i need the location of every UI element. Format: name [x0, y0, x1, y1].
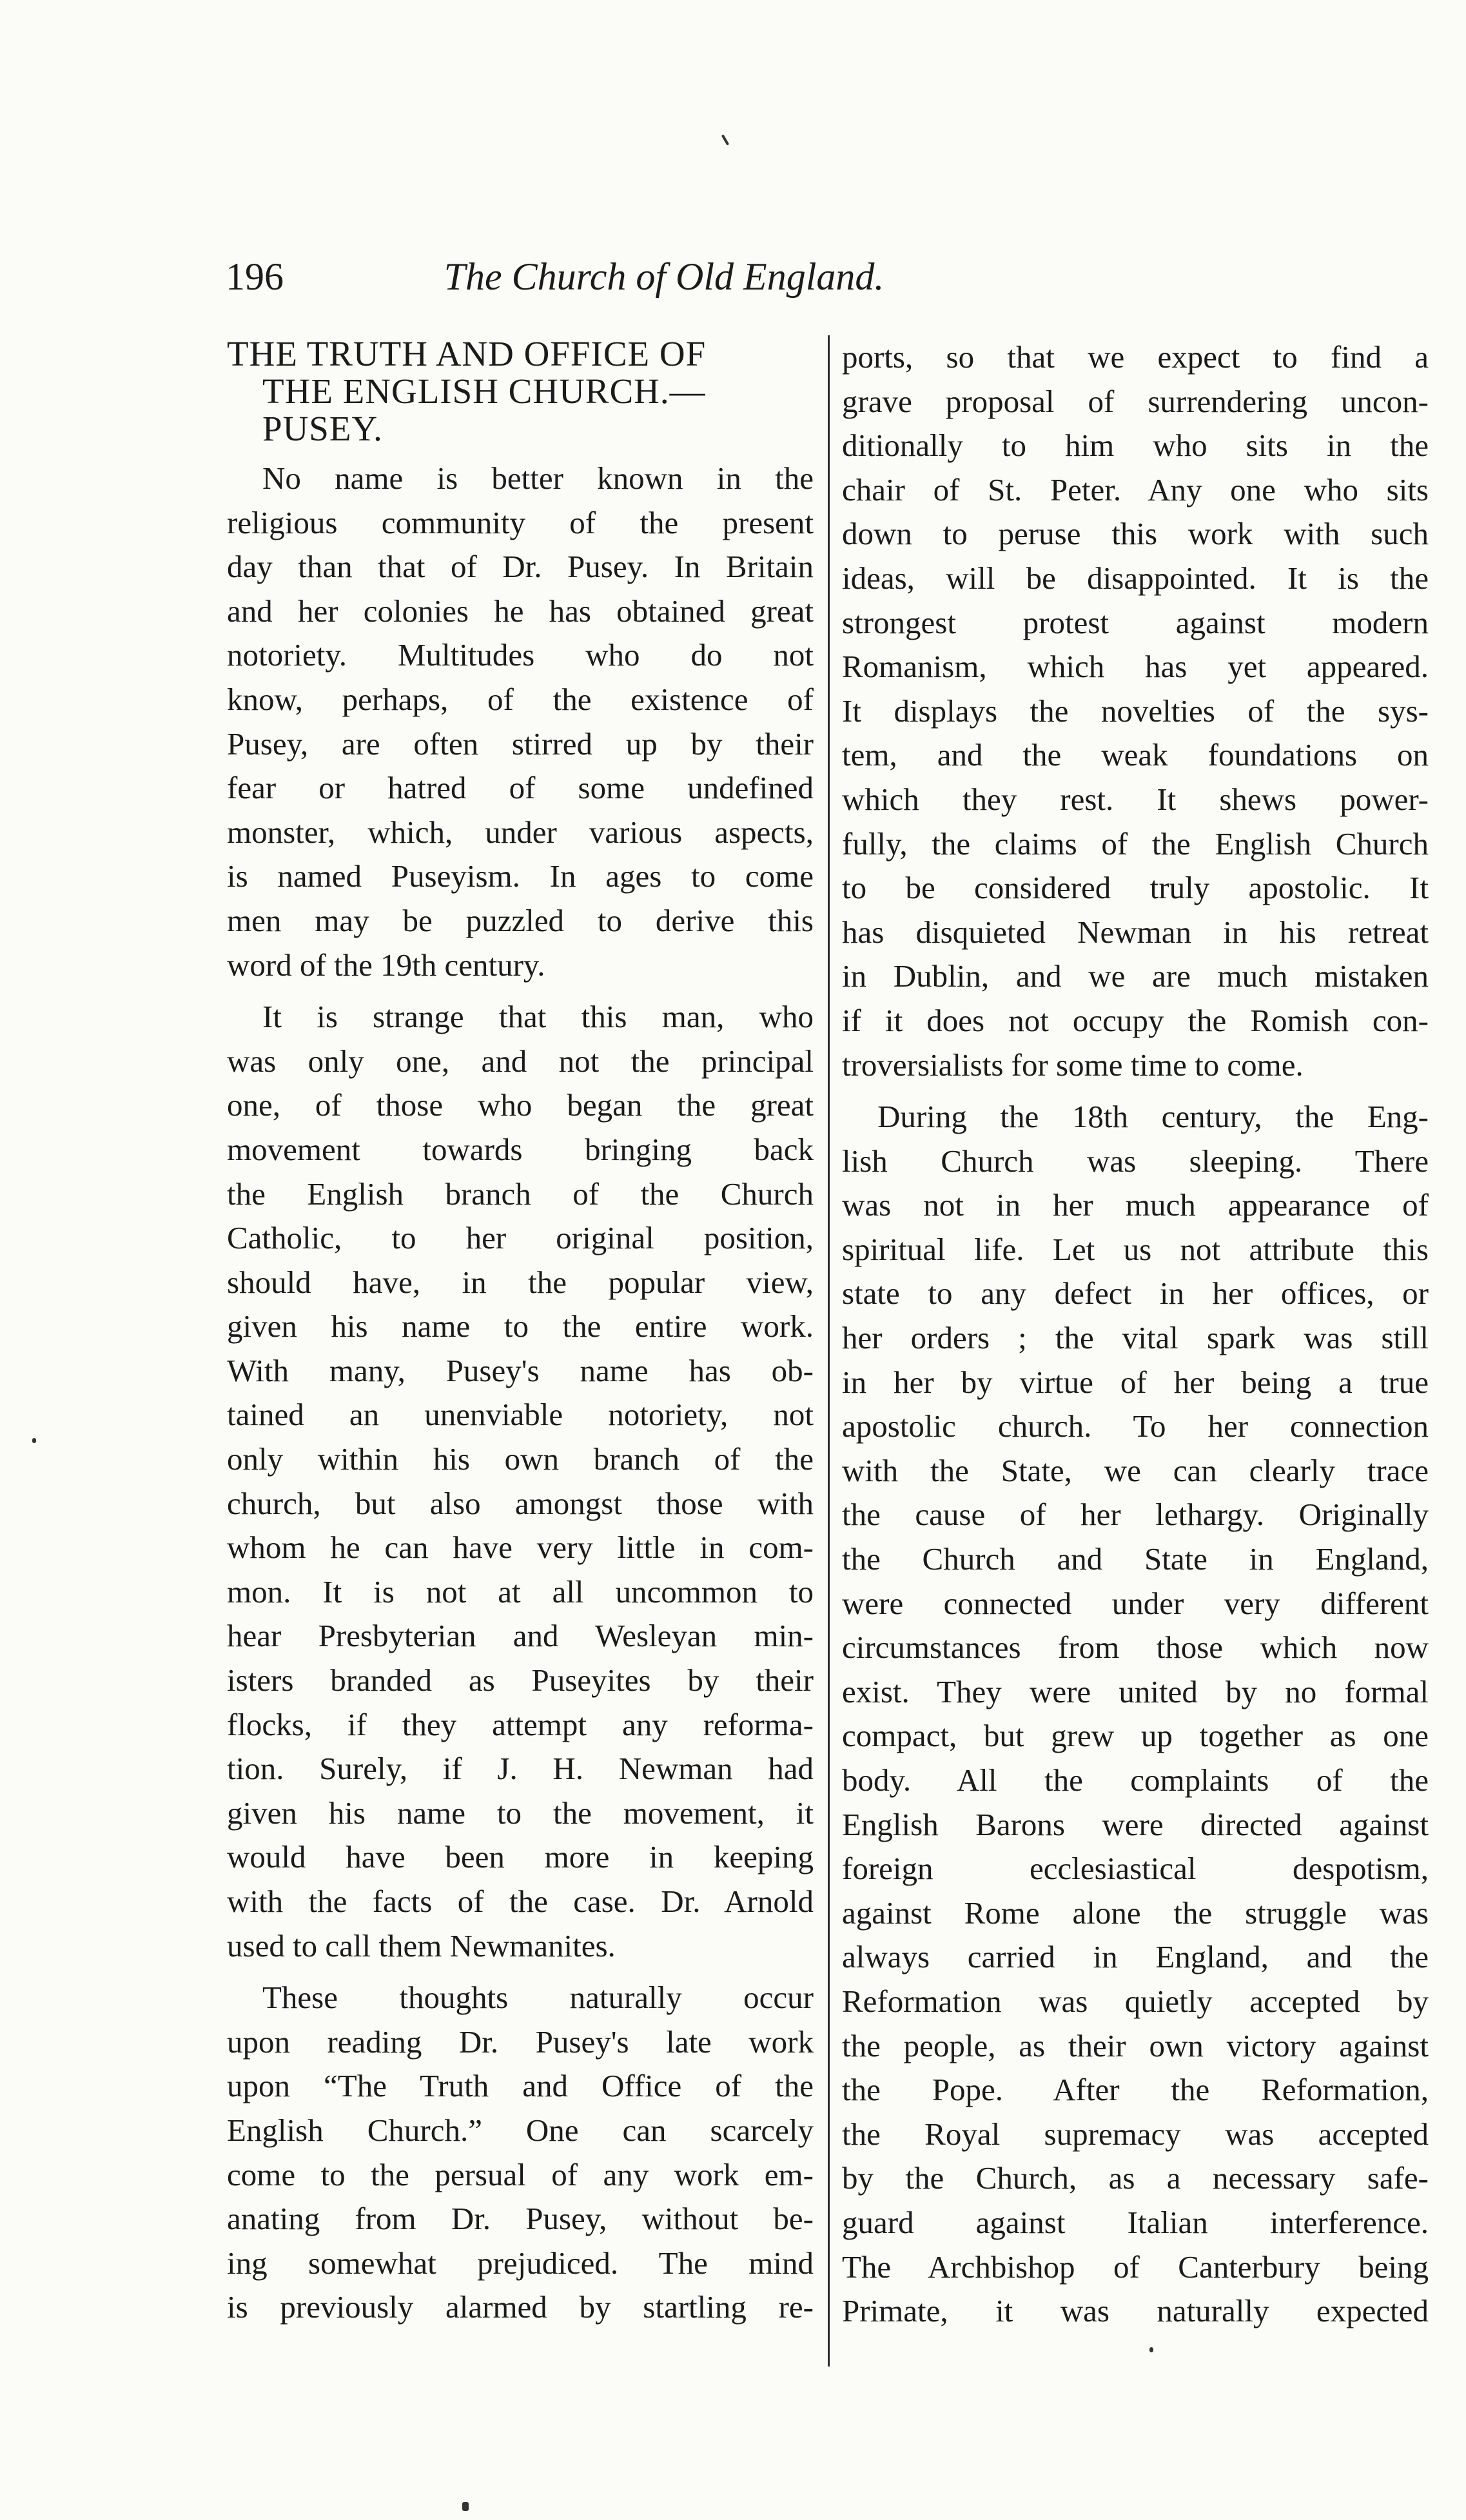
text-line: tained an unenviable notoriety, not: [227, 1397, 814, 1433]
text-line: hear Presbyterian and Wesleyan min-: [227, 1618, 814, 1654]
paper-speck: [462, 2502, 469, 2511]
text-line: upon reading Dr. Pusey's late work: [227, 2023, 814, 2060]
paragraph: [842, 1095, 1429, 2334]
text-line: was not in her much appearance of: [842, 1187, 1429, 1223]
text-line: whom he can have very little in com-: [227, 1530, 814, 1566]
text-line: the Church and State in England,: [842, 1541, 1429, 1577]
text-line: in her by virtue of her being a true: [842, 1364, 1429, 1400]
text-line: down to peruse this work with such: [842, 516, 1429, 552]
paragraph: [227, 1976, 814, 2330]
text-line: exist. They were united by no formal: [842, 1673, 1429, 1709]
paragraph: [227, 457, 814, 987]
text-line: It is strange that this man, who: [262, 999, 814, 1035]
text-line: church, but also amongst those with: [227, 1485, 814, 1521]
text-line: the Pope. After the Reformation,: [842, 2072, 1429, 2108]
text-line: is named Puseyism. In ages to come: [227, 858, 814, 894]
text-line: Catholic, to her original position,: [227, 1220, 814, 1256]
text-line: against Rome alone the struggle was: [842, 1895, 1429, 1931]
paper-speck: [1149, 2347, 1153, 2352]
text-line: English Church.” One can scarcely: [227, 2112, 814, 2148]
text-line: by the Church, as a necessary safe-: [842, 2160, 1429, 2196]
page-header: [226, 255, 1102, 313]
paper-speck: [32, 1438, 36, 1443]
text-line: only within his own branch of the: [227, 1441, 814, 1477]
text-line: movement towards bringing back: [227, 1131, 814, 1167]
text-line: Pusey, are often stirred up by their: [227, 725, 814, 762]
text-line: which they rest. It shews power-: [842, 781, 1429, 817]
paragraph: [842, 335, 1429, 1087]
text-line: her orders ; the vital spark was still: [842, 1320, 1429, 1356]
text-line: the people, as their own victory against: [842, 2027, 1429, 2063]
article-heading: [227, 335, 814, 448]
text-line: It displays the novelties of the sys-: [842, 693, 1429, 729]
text-line: isters branded as Puseyites by their: [227, 1662, 814, 1698]
text-line: used to call them Newmanites.: [227, 1927, 616, 1964]
text-line: was only one, and not the principal: [227, 1043, 814, 1079]
text-line: guard against Italian interference.: [842, 2204, 1429, 2240]
text-line: English Barons were directed against: [842, 1806, 1429, 1842]
text-line: and her colonies he has obtained great: [227, 593, 814, 629]
text-line: day than that of Dr. Pusey. In Britain: [227, 549, 814, 585]
text-line: the cause of her lethargy. Originally: [842, 1497, 1429, 1533]
text-line: flocks, if they attempt any reforma-: [227, 1706, 814, 1742]
text-line: given his name to the movement, it: [227, 1795, 814, 1831]
page-number: 196: [226, 255, 284, 298]
text-line: upon “The Truth and Office of the: [227, 2068, 814, 2104]
text-line: tion. Surely, if J. H. Newman had: [227, 1751, 814, 1787]
text-line: The Archbishop of Canterbury being: [842, 2249, 1429, 2285]
text-line: With many, Pusey's name has ob-: [227, 1352, 814, 1388]
text-line: always carried in England, and the: [842, 1939, 1429, 1975]
text-line: body. All the complaints of the: [842, 1762, 1429, 1798]
paper-speck: [721, 134, 729, 146]
text-line: notoriety. Multitudes who do not: [227, 637, 814, 673]
heading-line: THE ENGLISH CHURCH.—: [262, 371, 706, 411]
left-column: [227, 335, 814, 2338]
text-line: anating from Dr. Pusey, without be-: [227, 2201, 814, 2237]
text-line: Reformation was quietly accepted by: [842, 1983, 1429, 2019]
text-line: has disquieted Newman in his retreat: [842, 914, 1429, 950]
text-line: if it does not occupy the Romish con-: [842, 1002, 1429, 1038]
column-divider: [828, 335, 830, 2367]
text-line: men may be puzzled to derive this: [227, 902, 814, 938]
text-line: would have been more in keeping: [227, 1839, 814, 1875]
text-line: ditionally to him who sits in the: [842, 428, 1429, 464]
text-line: fully, the claims of the English Church: [842, 825, 1429, 861]
text-line: given his name to the entire work.: [227, 1308, 814, 1344]
text-line: the English branch of the Church: [227, 1176, 814, 1212]
text-line: monster, which, under various aspects,: [227, 814, 814, 850]
text-line: foreign ecclesiastical despotism,: [842, 1851, 1429, 1887]
text-line: tem, and the weak foundations on: [842, 737, 1429, 773]
heading-line: THE TRUTH AND OFFICE OF: [227, 334, 707, 373]
text-line: with the facts of the case. Dr. Arnold: [227, 1884, 814, 1919]
text-line: the Royal supremacy was accepted: [842, 2116, 1429, 2152]
text-line: ideas, will be disappointed. It is the: [842, 560, 1429, 596]
right-column: [842, 335, 1429, 2341]
text-line: apostolic church. To her connection: [842, 1408, 1429, 1444]
text-line: come to the persual of any work em-: [227, 2156, 814, 2192]
text-line: During the 18th century, the Eng-: [877, 1099, 1429, 1135]
text-line: troversialists for some time to come.: [842, 1047, 1304, 1083]
text-line: ing somewhat prejudiced. The mind: [227, 2245, 814, 2281]
running-title: The Church of Old England.: [444, 255, 884, 298]
text-line: to be considered truly apostolic. It: [842, 870, 1429, 906]
text-line: should have, in the popular view,: [227, 1264, 814, 1300]
paragraph: [227, 995, 814, 1968]
text-line: state to any defect in her offices, or: [842, 1275, 1429, 1312]
text-line: No name is better known in the: [262, 460, 814, 496]
text-line: chair of St. Peter. Any one who sits: [842, 471, 1429, 507]
text-line: were connected under very different: [842, 1585, 1429, 1621]
text-line: Primate, it was naturally expected: [842, 2293, 1429, 2329]
text-line: fear or hatred of some undefined: [227, 770, 814, 806]
text-line: with the State, we can clearly trace: [842, 1452, 1429, 1488]
text-line: religious community of the present: [227, 504, 814, 540]
text-line: strongest protest against modern: [842, 604, 1429, 640]
text-line: ports, so that we expect to find a: [842, 339, 1429, 375]
text-line: compact, but grew up together as one: [842, 1718, 1429, 1754]
text-line: lish Church was sleeping. There: [842, 1143, 1429, 1179]
text-line: mon. It is not at all uncommon to: [227, 1573, 814, 1609]
text-line: know, perhaps, of the existence of: [227, 681, 814, 717]
text-line: grave proposal of surrendering uncon-: [842, 383, 1429, 419]
text-line: word of the 19th century.: [227, 947, 545, 983]
text-line: one, of those who began the great: [227, 1087, 814, 1123]
heading-line: PUSEY.: [262, 409, 383, 448]
text-line: These thoughts naturally occur: [262, 1980, 814, 2016]
text-line: is previously alarmed by startling re-: [227, 2289, 814, 2325]
text-line: in Dublin, and we are much mistaken: [842, 958, 1429, 994]
text-line: spiritual life. Let us not attribute this: [842, 1231, 1429, 1267]
text-line: Romanism, which has yet appeared.: [842, 649, 1429, 685]
text-line: circumstances from those which now: [842, 1629, 1429, 1666]
